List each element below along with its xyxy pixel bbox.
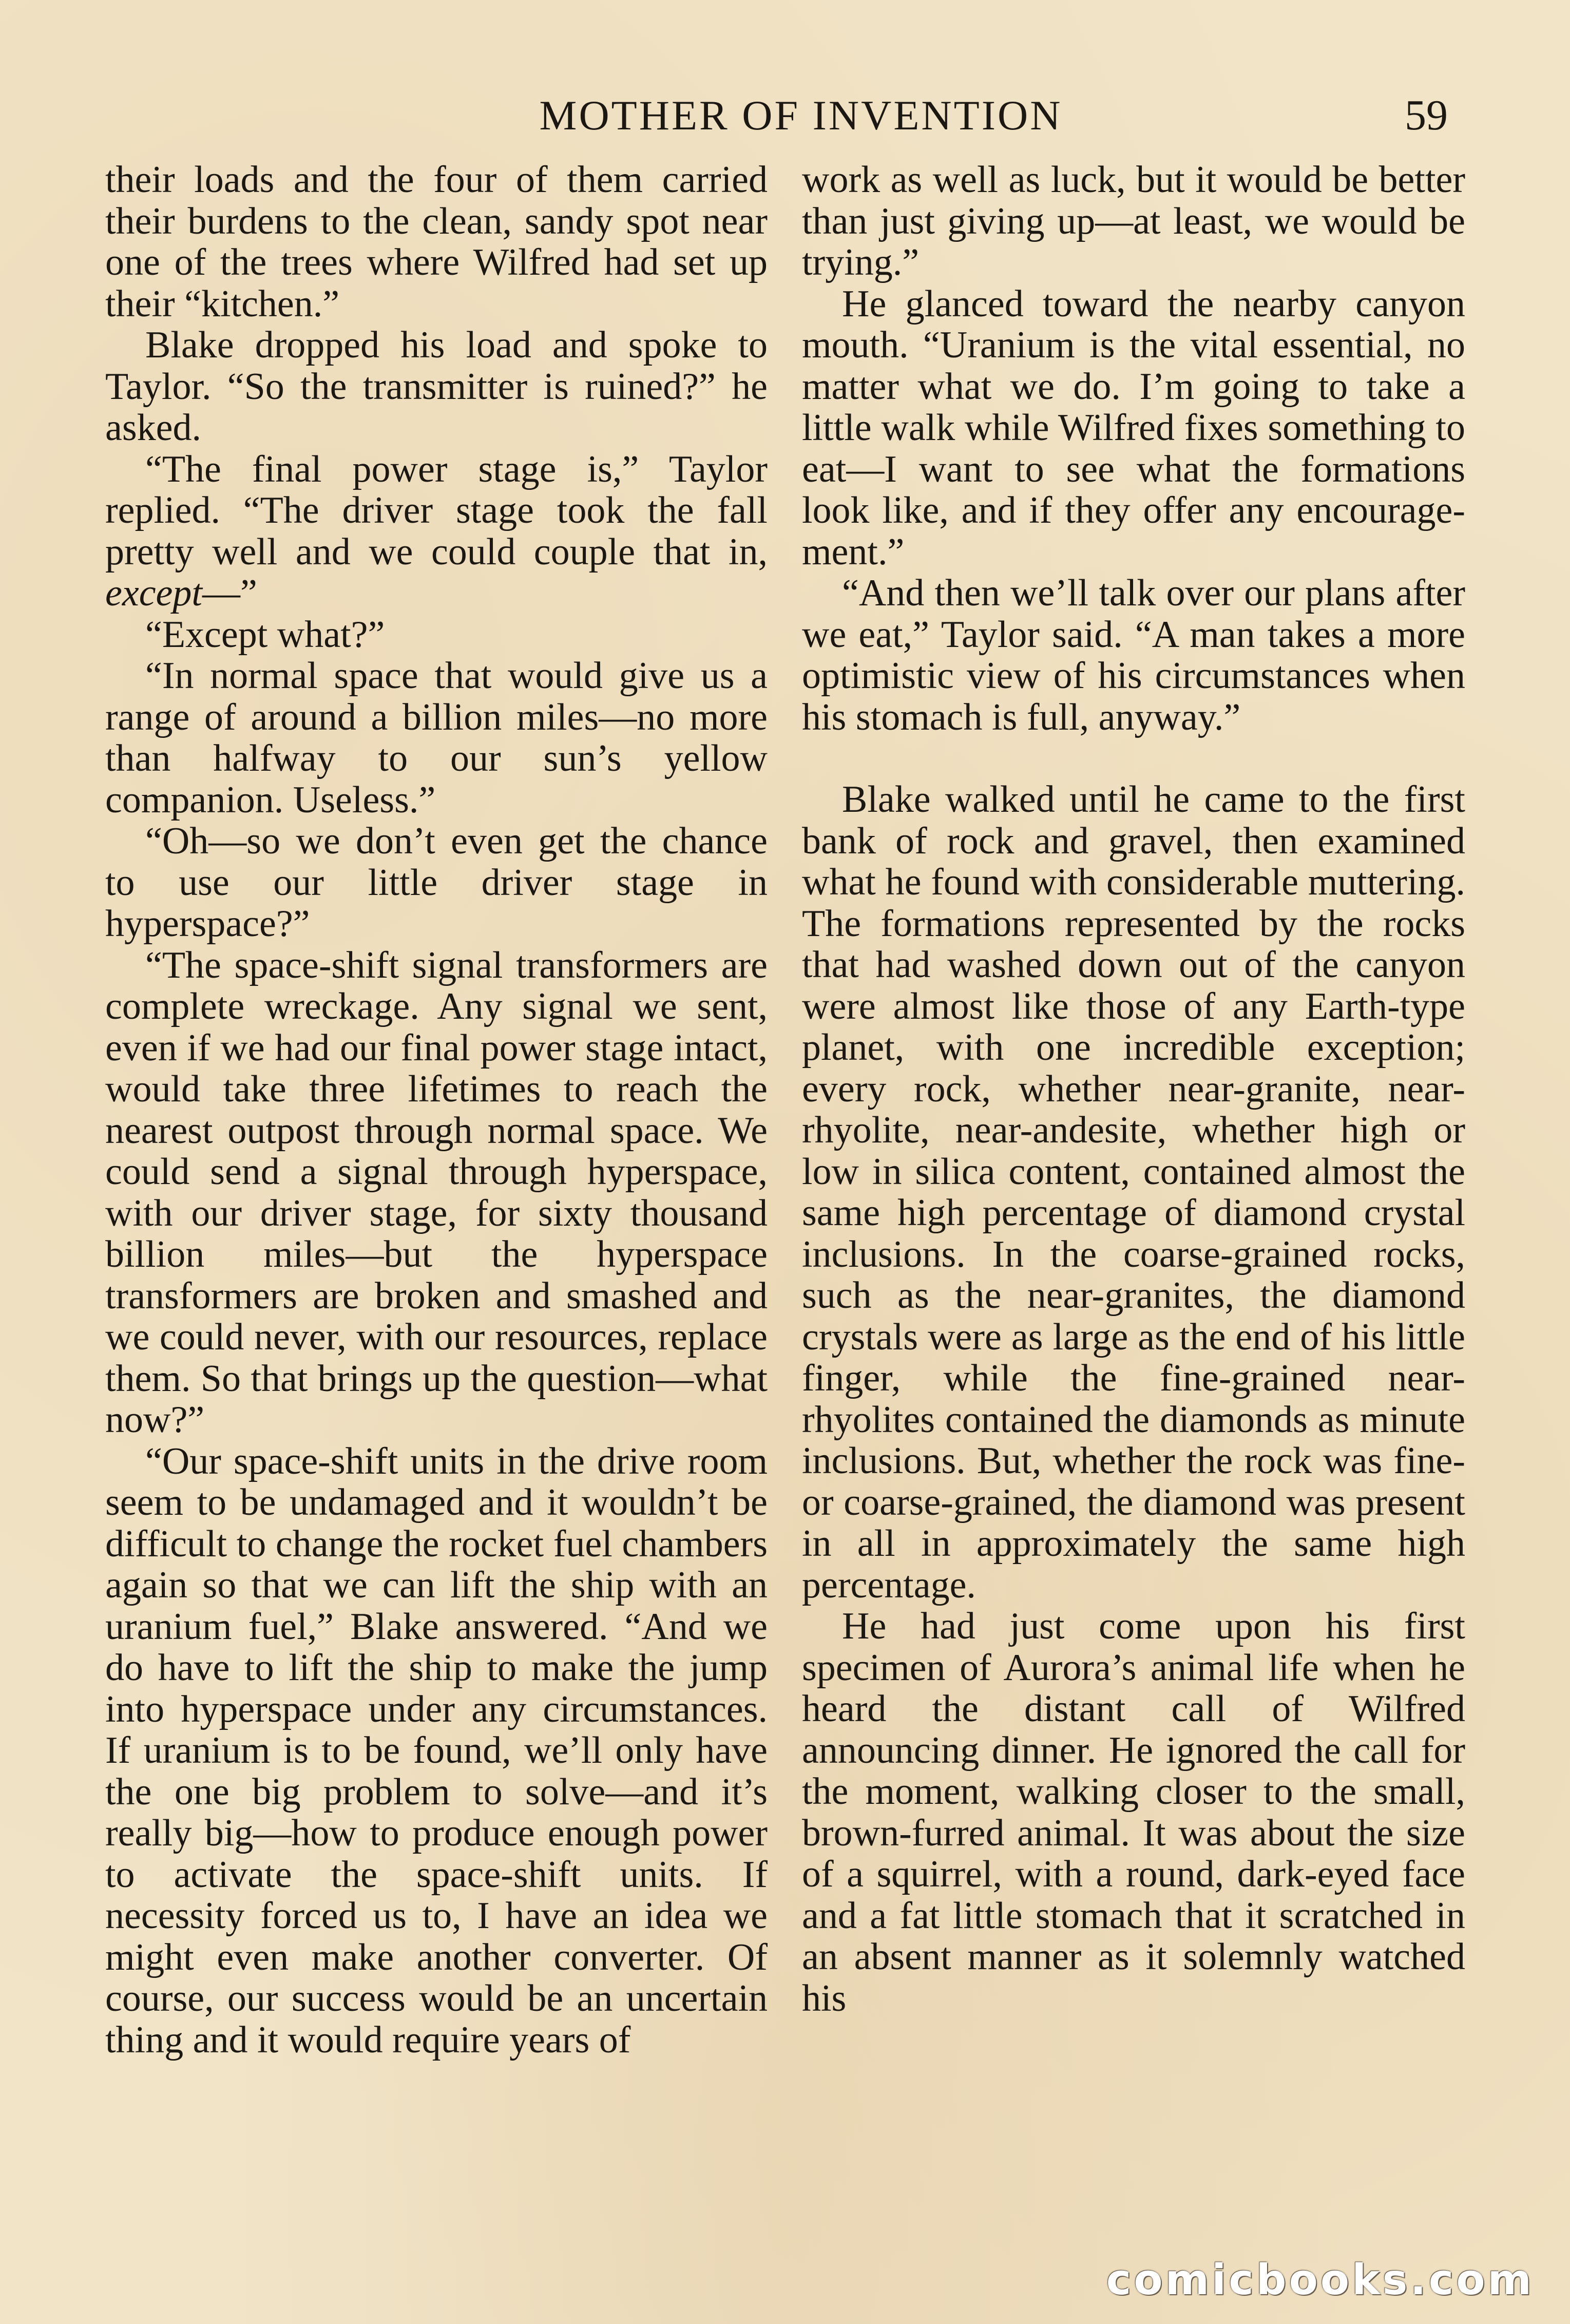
paragraph: He had just come upon his first specimen of Aurora’s animal life when he heard the distant call of Wilfred announcing dinner. He ignored the call for the moment, walking closer to the small, brown-furred animal. It was about the size of a squirrel, with a round, dark-eyed face and a fat little stomach that it scratched in an absent manner as it solemnly watched his xyxy=(802,1605,1465,2020)
paragraph: “Oh—so we don’t even get the chance to use our little driver stage in hyperspace?” xyxy=(105,820,768,945)
paragraph: He glanced toward the nearby canyon mouth. “Uranium is the vital essential, no matter what we do. I’m going to take a little walk while Wilfred fixes something to eat—I want to see what the formations look like, and if they offer any encouragement.” xyxy=(802,282,1465,573)
paragraph: work as well as luck, but it would be better than just giving up—at least, we would be trying.” xyxy=(802,159,1465,283)
paragraph: Blake dropped his load and spoke to Taylor. “So the transmitter is ruined?” he asked. xyxy=(105,324,768,449)
page-number: 59 xyxy=(1405,91,1448,139)
paragraph: “The space-shift signal transformers are complete wreckage. Any signal we sent, even if we had our final power stage intact, would take three lifetimes to reach the nearest outpost through normal space. We could send a signal through hyperspace, with our driver stage, for sixty thousand billion miles—but the hyperspace transformers are broken and smashed and we could never, with our resources, replace them. So that brings up the question—what now?” xyxy=(105,944,768,1441)
running-head: MOTHER OF INVENTION xyxy=(539,92,1063,139)
paragraph-text: —” xyxy=(202,572,257,614)
paragraph: “Our space-shift units in the drive room seem to be undamaged and it wouldn’t be difficult to change the rocket fuel chambers again so that we can lift the ship with an uranium fuel,” Blake answered. “And we do have to lift the ship to make the jump into hyperspace under any circumstances. If uranium is to be found, we’ll only have the one big problem to solve—and it’s really big—how to produce enough power to activate the space-shift units. If necessity forced us to, I have an idea we might even make another converter. Of course, our success would be an uncertain thing and it would require years of xyxy=(105,1440,768,2061)
paragraph: “In normal space that would give us a range of around a billion miles—no more than halfway to our sun’s yellow companion. Useless.” xyxy=(105,655,768,821)
left-column xyxy=(105,159,768,2061)
italic-word: except xyxy=(105,572,202,614)
right-column xyxy=(802,159,1465,2019)
paragraph: “And then we’ll talk over our plans after we eat,” Taylor said. “A man takes a more optimistic view of his circumstances when his stomach is full, anyway.” xyxy=(802,572,1465,738)
paragraph-text: “The final power stage is,” Taylor replied. “The driver stage took the fall pretty well and we could couple that in, xyxy=(105,448,768,573)
paragraph xyxy=(105,449,768,614)
paragraph: “Except what?” xyxy=(145,613,385,656)
paragraph: Blake walked until he came to the first bank of rock and gravel, then examined what he found with considerable muttering. The formations represented by the rocks that had washed down out of the canyon were almost like those of any Earth-type planet, with one incredible exception; every rock, whether near-granite, near-rhyolite, near-andesite, whether high or low in silica content, contained almost the same high percentage of diamond crystal inclusions. In the coarse-grained rocks, such as the near-granites, the diamond crystals were as large as the end of his little finger, while the fine-grained near-rhyolites contained the diamonds as minute inclusions. But, whether the rock was fine- or coarse-grained, the diamond was present in all in approximately the same high percentage. xyxy=(802,778,1465,1606)
watermark: comicbooks.com xyxy=(1106,2256,1534,2304)
page-header xyxy=(103,87,1468,144)
paragraph: their loads and the four of them carried their burdens to the clean, sandy spot near one of the trees where Wilfred had set up their “kitchen.” xyxy=(105,159,768,325)
